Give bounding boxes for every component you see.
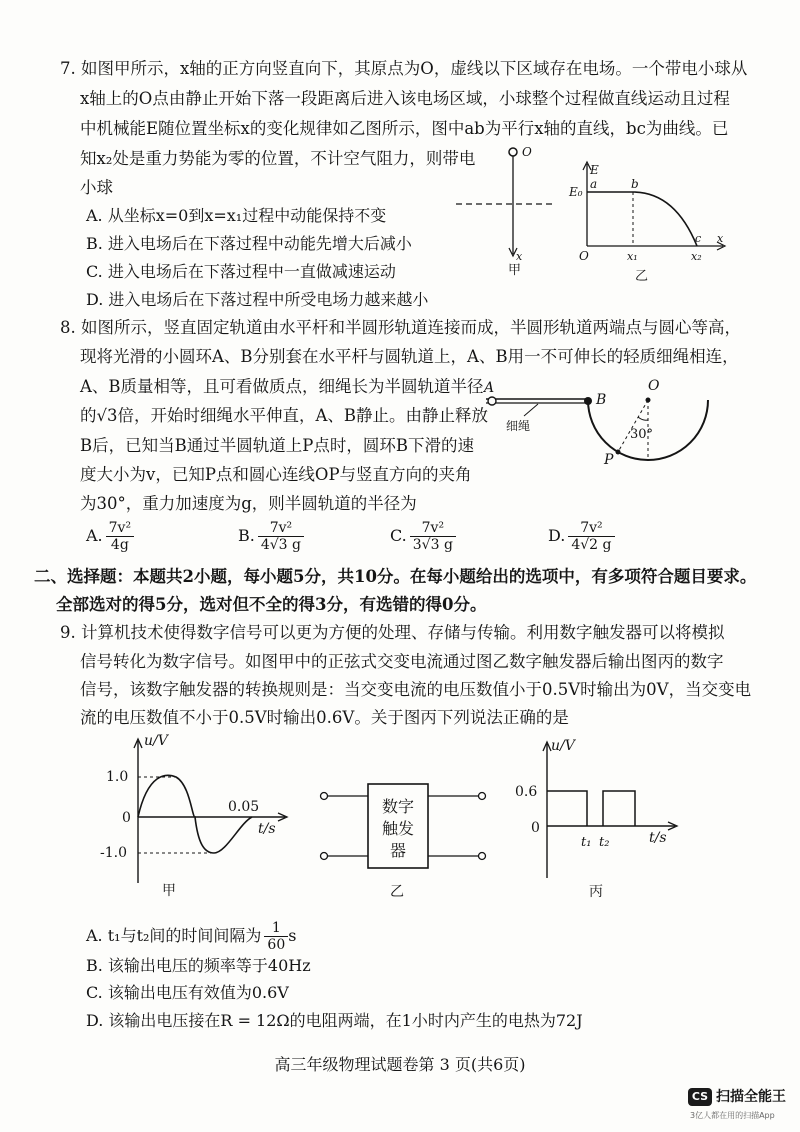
point-c-label: c xyxy=(695,232,702,245)
figure-caption: 甲 xyxy=(508,263,522,278)
output-terminal-top xyxy=(479,793,486,800)
pulse-1 xyxy=(547,791,587,826)
option-a-text: A. t₁与t₂间的时间间隔为 xyxy=(86,926,262,945)
fraction xyxy=(410,520,456,553)
label-p: P xyxy=(604,452,614,468)
q7-line-1: 7. 如图甲所示，x轴的正方向竖直向下，其原点为O，虚线以下区域存在电场。一个带电小球从 xyxy=(60,59,748,78)
axis-label: x xyxy=(516,250,523,263)
t1-label: t₁ xyxy=(581,835,592,850)
q7-option-a: A. 从坐标x=0到x=x₁过程中动能保持不变 xyxy=(86,206,387,225)
t-axis-label: t/s xyxy=(258,821,276,837)
angle-arc xyxy=(638,417,648,420)
scanner-tagline: 3亿人都在用的扫描App xyxy=(690,1111,775,1120)
scanner-app-name: 扫描全能王 xyxy=(716,1089,786,1105)
q7-option-c: C. 进入电场后在下落过程中一直做减速运动 xyxy=(86,262,396,281)
input-terminal-top xyxy=(321,793,328,800)
e-axis-label: E xyxy=(590,163,599,177)
origin-point xyxy=(509,148,517,156)
scanner-logo-icon: CS xyxy=(688,1088,712,1106)
figure-caption: 丙 xyxy=(589,884,603,900)
u-axis-label: u/V xyxy=(144,733,168,749)
unit: s xyxy=(288,926,297,945)
x2-label: x₂ xyxy=(691,250,702,263)
label-rope: 细绳 xyxy=(506,419,531,433)
y-zero-label: 0 xyxy=(531,820,540,836)
y-zero-label: 0 xyxy=(122,810,131,826)
q7-line-3: 中机械能E随位置坐标x的变化规律如乙图所示，图中ab为平行x轴的直线，bc为曲线。已 xyxy=(80,119,729,138)
point-a-label: a xyxy=(590,177,598,191)
q7-line-2: x轴上的O点由静止开始下落一段距离后进入该电场区域，小球整个过程做直线运动且过程 xyxy=(80,89,730,108)
q9-option-d: D. 该输出电压接在R = 12Ω的电阻两端，在1小时内产生的电热为72J xyxy=(86,1011,583,1030)
label-b: B xyxy=(596,392,607,408)
denominator: 60 xyxy=(267,937,286,953)
origin-label: O xyxy=(522,145,532,159)
fraction xyxy=(106,520,134,553)
line-op xyxy=(618,400,648,452)
output-terminal-bottom xyxy=(479,853,486,860)
option-label: D. xyxy=(548,526,566,545)
q9-option-c: C. 该输出电压有效值为0.6V xyxy=(86,983,289,1002)
q9-line-4: 流的电压数值不小于0.5V时输出0.6V。关于图丙下列说法正确的是 xyxy=(80,708,569,727)
point-p xyxy=(616,450,621,455)
q9-line-2: 信号转化为数字信号。如图甲中的正弦式交变电流通过图乙数字触发器后输出图丙的数字 xyxy=(80,652,724,671)
curve-bc xyxy=(633,192,697,246)
u-axis-label: u/V xyxy=(551,738,575,754)
q9-figure-bing xyxy=(515,738,685,903)
q8-line-6: 度大小为v，已知P点和圆心连线OP与竖直方向的夹角 xyxy=(80,465,472,484)
e0-label: E₀ xyxy=(569,185,583,199)
t2-label: t₂ xyxy=(599,835,610,850)
q9-figure-yi xyxy=(318,780,488,902)
t-axis-label: t/s xyxy=(649,830,667,846)
ring-a xyxy=(488,397,496,405)
section2-heading-line-2: 全部选对的得5分，选对但不全的得3分，有选错的得0分。 xyxy=(56,595,487,614)
denominator: 3√3 g xyxy=(412,537,453,553)
x-axis-label: x xyxy=(717,232,724,245)
q8-line-4: 的√3倍，开始时细绳水平伸直，A、B静止。由静止释放 xyxy=(80,406,489,425)
option-label: B. xyxy=(238,526,255,545)
figure-caption: 甲 xyxy=(162,883,176,899)
option-label: C. xyxy=(390,526,407,545)
q9-option-a xyxy=(86,920,296,953)
label-angle: 30° xyxy=(630,427,654,442)
rope-pointer xyxy=(524,404,538,416)
q9-line-3: 信号，该数字触发器的转换规则是：当交变电流的电压数值小于0.5V时输出为0V，当交变电 xyxy=(80,680,752,699)
y-level-label: 0.6 xyxy=(515,784,538,800)
q7-option-d: D. 进入电场后在下落过程中所受电场力越来越小 xyxy=(86,290,429,309)
fraction xyxy=(264,920,288,953)
denominator: 4√3 g xyxy=(260,537,301,553)
q8-line-3: A、B质量相等，且可看做质点，细绳长为半圆轨道半径 xyxy=(80,377,484,396)
q8-option-a xyxy=(86,520,134,553)
section2-heading-line-1: 二、选择题：本题共2小题，每小题5分，共10分。在每小题给出的选项中，有多项符合题目要求。 xyxy=(34,567,757,586)
box-text-1: 数字 xyxy=(381,797,415,816)
fraction xyxy=(568,520,614,553)
q9-figure-jia xyxy=(100,733,300,903)
y-bottom-label: -1.0 xyxy=(100,845,127,861)
denominator: 4√2 g xyxy=(571,537,612,553)
numerator: 7v² xyxy=(410,520,456,537)
origin-label: O xyxy=(579,249,589,263)
numerator: 1 xyxy=(264,920,288,937)
label-a: A xyxy=(484,380,495,396)
x1-label: x₁ xyxy=(627,250,638,263)
label-o: O xyxy=(648,378,660,394)
q7-figure-yi xyxy=(565,158,735,288)
q9-option-b: B. 该输出电压的频率等于40Hz xyxy=(86,956,311,975)
q8-line-2: 现将光滑的小圆环A、B分别套在水平杆与圆轨道上，A、B用一不可伸长的轻质细绳相连， xyxy=(80,347,739,366)
box-text-3: 器 xyxy=(389,841,407,860)
q7-line-5: 小球 xyxy=(80,178,113,197)
figure-caption: 乙 xyxy=(635,269,649,284)
q8-line-1: 8. 如图所示，竖直固定轨道由水平杆和半圆形轨道连接而成，半圆形轨道两端点与圆心等高， xyxy=(60,318,741,337)
page-footer: 高三年级物理试题卷第 3 页(共6页) xyxy=(274,1055,526,1074)
q7-option-b: B. 进入电场后在下落过程中动能先增大后减小 xyxy=(86,234,412,253)
q8-line-5: B后，已知当B通过半圆轨道上P点时，圆环B下滑的速 xyxy=(80,436,474,455)
box-text-2: 触发 xyxy=(381,819,415,838)
y-top-label: 1.0 xyxy=(106,769,129,785)
input-terminal-bottom xyxy=(321,853,328,860)
figure-caption: 乙 xyxy=(390,884,404,900)
pulse-2 xyxy=(603,791,635,826)
q8-option-d xyxy=(548,520,615,553)
fraction xyxy=(258,520,304,553)
numerator: 7v² xyxy=(258,520,304,537)
q9-line-1: 9. 计算机技术使得数字信号可以更为方便的处理、存储与传输。利用数字触发器可以将模拟 xyxy=(60,623,725,642)
numerator: 7v² xyxy=(106,520,134,537)
q8-line-7: 为30°，重力加速度为g，则半圆轨道的半径为 xyxy=(80,494,417,513)
q7-figure-jia xyxy=(450,142,560,282)
q8-option-b xyxy=(238,520,304,553)
numerator: 7v² xyxy=(568,520,614,537)
q7-line-4: 知x₂处是重力势能为零的位置，不计空气阻力，则带电 xyxy=(80,149,476,168)
q8-option-c xyxy=(390,520,456,553)
q8-figure xyxy=(472,372,712,472)
point-b-label: b xyxy=(631,177,639,191)
denominator: 4g xyxy=(110,537,129,553)
t-mark-label: 0.05 xyxy=(228,799,260,815)
option-label: A. xyxy=(86,526,103,545)
